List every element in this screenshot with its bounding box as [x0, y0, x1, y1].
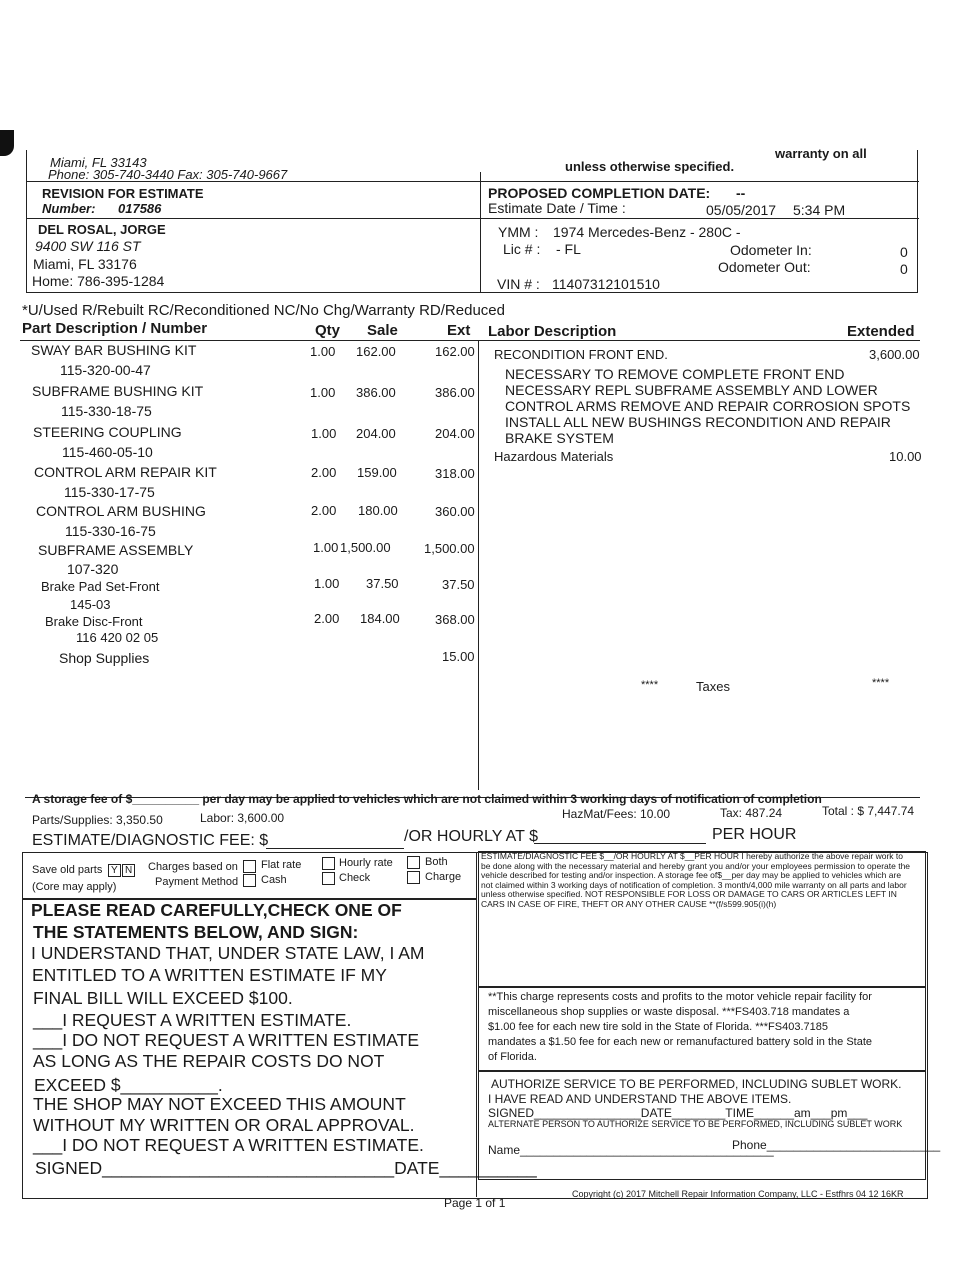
warranty-line-2: unless otherwise specified.	[565, 159, 735, 174]
vin-label: VIN # :	[497, 276, 540, 292]
part-number: 115-330-16-75	[65, 523, 156, 539]
part-name: Brake Disc-Front	[45, 614, 143, 629]
taxes-stars-left: ****	[641, 679, 659, 691]
fees-text: **This charge represents costs and profits to the motor vehicle repair facility for miscellaneous shop supplies or waste disposal. ***FS403.718 mandates a $1.00 fee for each new tire sold in the State of Florida. ***FS403.7185 mandates a $1.50 fee for each new or remanufactured battery sold in the State of Florida.	[488, 991, 873, 1063]
parts-header-sale: Sale	[367, 322, 398, 339]
part-ext: 162.00	[435, 344, 475, 359]
check-label: Check	[339, 872, 371, 884]
hourly-rate-label: Hourly rate	[339, 857, 393, 869]
labor-amount: 3,600.00	[869, 347, 920, 362]
labor-line: NECESSARY REPL SUBFRAME ASSEMBLY AND LOWER	[505, 382, 878, 398]
part-qty: 1.00	[314, 576, 340, 591]
labor-header-desc: Labor Description	[488, 323, 617, 340]
save-old-parts-yes[interactable]: Y	[108, 864, 121, 877]
notice-line: FINAL BILL WILL EXCEED $100.	[33, 988, 293, 1008]
storage-note: A storage fee of $__________ per day may be applied to vehicles which are not claimed within 3 working days of notification of completion	[32, 792, 822, 806]
notice-line: ENTITLED TO A WRITTEN ESTIMATE IF MY	[32, 965, 387, 985]
save-old-parts-label: Save old parts	[32, 864, 103, 876]
shop-city: Miami, FL 33143	[50, 155, 147, 170]
odometer-out-value: 0	[900, 261, 908, 277]
parts-labor-divider	[478, 340, 479, 790]
both-checkbox[interactable]	[407, 856, 420, 869]
copyright: Copyright (c) 2017 Mitchell Repair Information Company, LLC - Estfhrs 04 12 16KR	[572, 1189, 904, 1199]
diag-fee-label: ESTIMATE/DIAGNOSTIC FEE: $	[32, 832, 269, 849]
part-qty: 1.00	[310, 344, 336, 359]
part-sale: 37.50	[366, 576, 399, 591]
cash-label: Cash	[261, 874, 287, 886]
hazmat-total: HazMat/Fees: 10.00	[562, 807, 671, 821]
notice-line: THE SHOP MAY NOT EXCEED THIS AMOUNT	[33, 1094, 406, 1114]
ymm-value: 1974 Mercedes-Benz - 280C -	[553, 224, 741, 240]
save-old-parts-no[interactable]: N	[122, 864, 135, 877]
part-ext: 15.00	[442, 649, 475, 664]
part-sale: 159.00	[357, 465, 397, 480]
signed-date-time-line[interactable]: SIGNED________________DATE________TIME______am___pm___	[488, 1106, 868, 1120]
labor-line: INSTALL ALL NEW BUSHINGS RECONDITION AND REPAIR	[505, 414, 891, 430]
part-qty: 1.00	[310, 385, 336, 400]
part-number: 107-320	[67, 561, 119, 577]
part-qty: 1.00	[313, 540, 339, 555]
hourly-label: /OR HOURLY AT $	[404, 828, 538, 845]
parts-supplies-total: Parts/Supplies: 3,350.50	[32, 813, 163, 827]
customer-address: 9400 SW 116 ST	[35, 238, 141, 254]
number-value: 017586	[118, 201, 162, 216]
page-number: Page 1 of 1	[444, 1196, 506, 1210]
notice-line[interactable]: ___I REQUEST A WRITTEN ESTIMATE.	[33, 1010, 352, 1030]
part-number: 115-330-17-75	[64, 484, 155, 500]
part-sale: 184.00	[360, 611, 400, 626]
labor-line: BRAKE SYSTEM	[505, 430, 614, 446]
legend: *U/Used R/Rebuilt RC/Reconditioned NC/No Chg/Warranty RD/Reduced	[22, 302, 505, 319]
hazardous-amount: 10.00	[889, 449, 922, 464]
both-label: Both	[425, 856, 448, 868]
part-ext: 368.00	[435, 612, 475, 627]
part-qty: 2.00	[311, 503, 337, 518]
parts-header-desc: Part Description / Number	[22, 320, 208, 337]
cash-checkbox[interactable]	[243, 874, 256, 887]
customer-phone: Home: 786-395-1284	[32, 273, 165, 289]
payment-method-label: Payment Method	[155, 876, 239, 888]
core-note: (Core may apply)	[32, 881, 117, 893]
terms-col-divider	[476, 852, 477, 1197]
authorization-text: ESTIMATE/DIAGNOSTIC FEE $__/OR HOURLY AT $__PER HOUR I hereby authorize the above repair work to be done along with the necessary material and hereby grant you and/or your employees permission to operate the vehicle described for testing and/or inspection. A storage fee of$__per day may be applied to vehicles which are not claimed within 3 working days of notification of completion. 3 month/4,000 mile warranty on all parts and labor unless otherwise specified. NOT RESPONSIBLE FOR LOSS OR DAMAGE TO CARS OR ARTICLES LEFT IN CARS IN CASE OF FIRE, THEFT OR ANY OTHER CAUSE **(f/s599.905(i)(h)	[481, 851, 911, 909]
alternate-phone-line[interactable]: Phone__________________________	[732, 1138, 941, 1152]
part-ext: 204.00	[435, 426, 475, 441]
part-number: 115-330-18-75	[61, 403, 152, 419]
odometer-out-label: Odometer Out:	[718, 259, 811, 275]
alternate-person-note: ALTERNATE PERSON TO AUTHORIZE SERVICE TO BE PERFORMED, INCLUDING SUBLET WORK	[488, 1119, 903, 1129]
odometer-in-label: Odometer In:	[730, 242, 812, 258]
part-name: CONTROL ARM BUSHING	[36, 503, 206, 519]
column-header-rule	[20, 340, 920, 341]
customer-name: DEL ROSAL, JORGE	[38, 222, 166, 237]
labor-total: Labor: 3,600.00	[200, 811, 285, 825]
notice-heading-2: THE STATEMENTS BELOW, AND SIGN:	[33, 922, 359, 942]
part-name: Shop Supplies	[59, 650, 150, 666]
notice-line[interactable]: ___I DO NOT REQUEST A WRITTEN ESTIMATE	[33, 1030, 420, 1050]
notice-line[interactable]: SIGNED______________________________DATE__________	[35, 1158, 537, 1178]
customer-city: Miami, FL 33176	[33, 256, 137, 272]
vin-value: 11407312101510	[552, 276, 660, 292]
part-ext: 318.00	[435, 466, 475, 481]
part-qty: 2.00	[311, 465, 337, 480]
lic-label: Lic # :	[503, 241, 541, 257]
part-sale: 162.00	[356, 344, 396, 359]
part-number: 116 420 02 05	[76, 630, 159, 645]
top-margin	[0, 0, 962, 150]
notice-line[interactable]: EXCEED $__________.	[34, 1075, 223, 1095]
estimate-date: 05/05/2017	[706, 202, 777, 218]
check-checkbox[interactable]	[322, 872, 335, 885]
shop-phone: Phone: 305-740-3440 Fax: 305-740-9667	[48, 167, 288, 182]
flat-rate-label: Flat rate	[261, 859, 302, 871]
estimate-time: 5:34 PM	[793, 202, 846, 218]
authorize-line-2: I HAVE READ AND UNDERSTAND THE ABOVE ITEMS.	[488, 1092, 792, 1106]
odometer-in-value: 0	[900, 244, 908, 260]
parts-header-ext: Ext	[447, 322, 471, 339]
part-sale: 204.00	[356, 426, 396, 441]
diag-fee-blank	[266, 848, 404, 849]
part-sale: 180.00	[358, 503, 398, 518]
taxes-label: Taxes	[696, 679, 730, 694]
warranty-line-1: warranty on all	[775, 146, 867, 161]
parts-header-qty: Qty	[315, 322, 341, 339]
part-ext: 360.00	[435, 504, 475, 519]
labor-title: RECONDITION FRONT END.	[494, 347, 668, 362]
labor-line: NECESSARY TO REMOVE COMPLETE FRONT END	[505, 366, 845, 382]
taxes-stars-right: ****	[872, 677, 890, 689]
hourly-rate-checkbox[interactable]	[322, 857, 335, 870]
ymm-label: YMM :	[498, 224, 539, 240]
notice-line: I UNDERSTAND THAT, UNDER STATE LAW, I AM	[31, 943, 425, 963]
part-name: Brake Pad Set-Front	[41, 579, 160, 594]
part-name: STEERING COUPLING	[33, 424, 182, 440]
alternate-name-line[interactable]: Name______________________________________	[488, 1143, 774, 1157]
part-sale: 1,500.00	[340, 540, 391, 555]
notice-heading-1: PLEASE READ CAREFULLY,CHECK ONE OF	[31, 900, 402, 920]
charges-based-label: Charges based on	[148, 861, 238, 873]
part-number: 145-03	[70, 597, 111, 612]
part-name: CONTROL ARM REPAIR KIT	[34, 464, 217, 480]
part-number: 115-320-00-47	[60, 362, 151, 378]
tax-total: Tax: 487.24	[720, 806, 783, 820]
part-name: SUBFRAME ASSEMBLY	[38, 542, 194, 558]
part-ext: 37.50	[442, 577, 475, 592]
flat-rate-checkbox[interactable]	[243, 860, 256, 873]
part-qty: 1.00	[311, 426, 337, 441]
part-name: SWAY BAR BUSHING KIT	[31, 342, 197, 358]
number-label: Number:	[42, 201, 96, 216]
notice-line[interactable]: ___I DO NOT REQUEST A WRITTEN ESTIMATE.	[33, 1135, 424, 1155]
authorize-line-1: AUTHORIZE SERVICE TO BE PERFORMED, INCLUDING SUBLET WORK.	[491, 1077, 902, 1091]
notice-line: WITHOUT MY WRITTEN OR ORAL APPROVAL.	[33, 1115, 415, 1135]
charge-label: Charge	[425, 871, 462, 883]
part-ext: 1,500.00	[424, 541, 475, 556]
part-number: 115-460-05-10	[62, 444, 153, 460]
charge-checkbox[interactable]	[407, 871, 420, 884]
completion-label: PROPOSED COMPLETION DATE:	[488, 185, 711, 201]
labor-line: CONTROL ARMS REMOVE AND REPAIR CORROSION SPOTS	[505, 398, 911, 414]
grand-total: Total : $ 7,447.74	[822, 804, 915, 818]
revision-title: REVISION FOR ESTIMATE	[42, 186, 204, 201]
part-ext: 386.00	[435, 385, 475, 400]
part-sale: 386.00	[356, 385, 396, 400]
scan-edge-mark	[0, 130, 14, 156]
hazardous-label: Hazardous Materials	[494, 449, 614, 464]
header-col-divider	[480, 172, 481, 292]
per-hour-label: PER HOUR	[712, 826, 797, 843]
hourly-blank	[534, 843, 706, 844]
notice-line: AS LONG AS THE REPAIR COSTS DO NOT	[33, 1051, 385, 1071]
labor-header-ext: Extended	[847, 323, 915, 340]
completion-value: --	[736, 185, 746, 201]
header-divider-2	[26, 218, 919, 219]
part-qty: 2.00	[314, 611, 340, 626]
estimate-dt-label: Estimate Date / Time :	[488, 200, 626, 216]
part-name: SUBFRAME BUSHING KIT	[32, 383, 204, 399]
lic-value: - FL	[556, 241, 581, 257]
